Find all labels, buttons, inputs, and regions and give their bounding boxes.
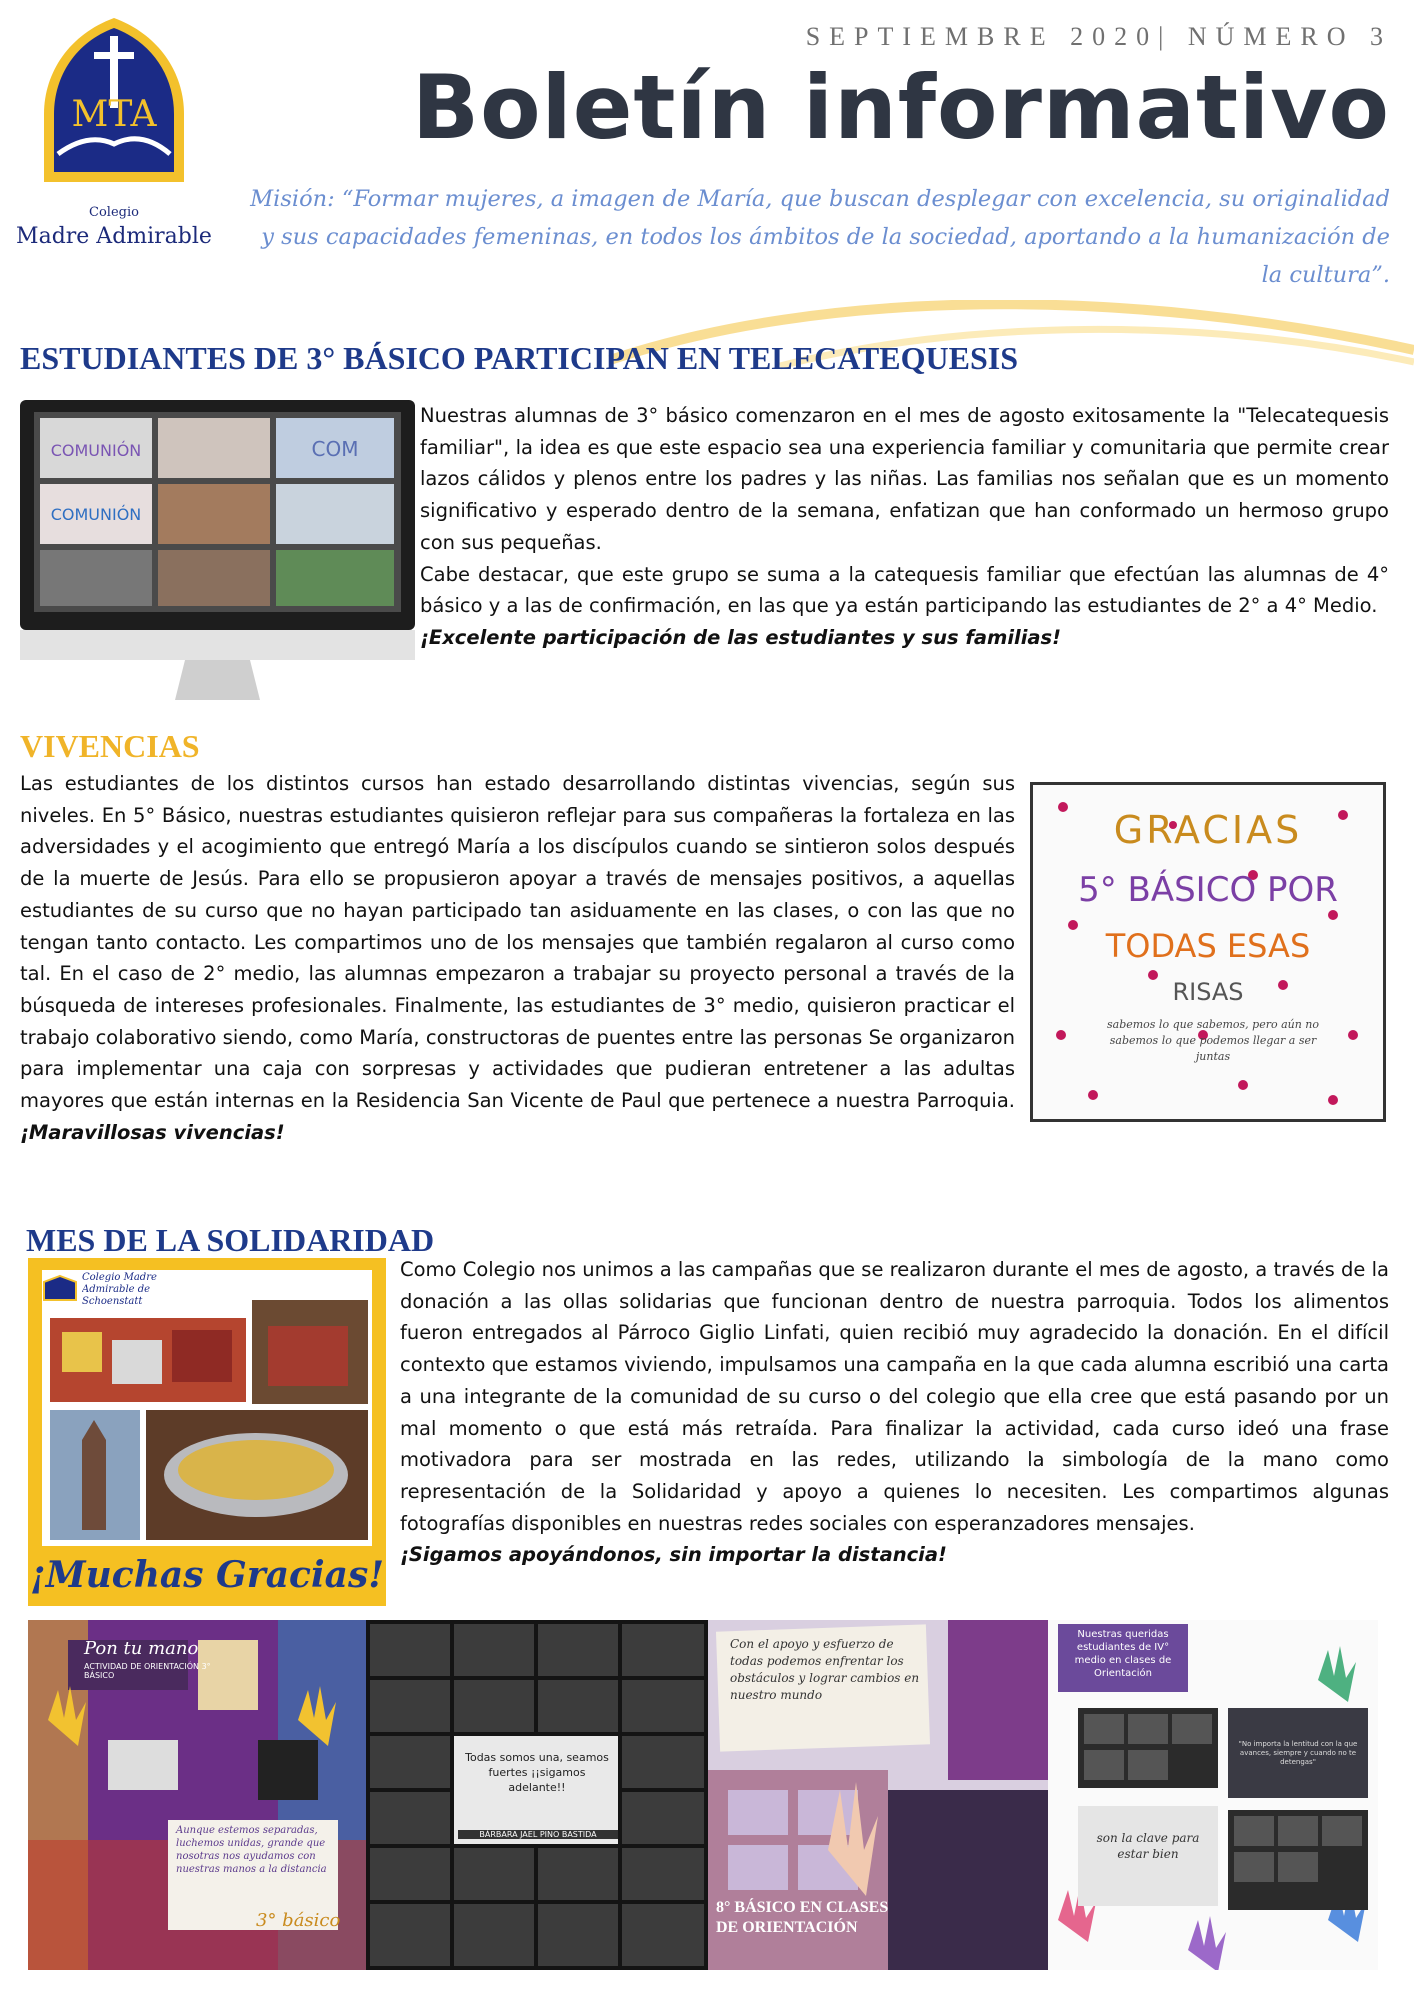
svg-text:5° BÁSICO POR: 5° BÁSICO POR <box>1078 870 1338 910</box>
tile1-handwritten-message: Aunque estemos separadas, luchemos unidas, grande que nosotras nos ayudamos con nuestras manos a la distancia <box>176 1825 327 1875</box>
vivencias-body: Las estudiantes de los distintos cursos han estado desarrollando distintas vivencias, según sus niveles. En 5° Básico, nuestras estudiantes quisieron reflejar para sus compañeras la fortaleza en las adversidades y el acogimiento que entregó María a los discípulos cuando se sintieron solos después de la muerte de Jesús. Para ello se propusieron apoyar a través de mensajes positivos, a aquellas estudiantes de su curso que no hayan participado tan asiduamente en las clases, o con las que no tengan tanto contacto. Les compartimos uno de los mensajes que también regalaron al curso como tal. En el caso de 2° medio, las alumnas empezaron a trabajar su proyecto personal a través de la búsqueda de intereses profesionales. Finalmente, las estudiantes de 3° medio, quisieron practicar el trabajo colaborativo siendo, como María, constructoras de puentes entre las personas Se organizaron para implementar una caja con sorpresas y actividades que pudieran entretener a las adultas mayores que están internas en la Residencia San Vicente de Paul que pertenece a nuestra Parroquia. <box>20 772 1015 1113</box>
solidaridad-body: Como Colegio nos unimos a las campañas que se realizaron durante el mes de agosto, a través de la donación a las ollas solidarias que funcionan dentro de nuestra parroquia. Todos los alimentos fueron entregados al Párroco Giglio Linfati, quien recibió muy agradecido la donación. En el difícil contexto que estamos viviendo, impulsamos una campaña en la que cada alumna escribió una carta a una integrante de la comunidad de su curso o del colegio que ella cree que está pasando por un mal momento o que está más retraída. Para finalizar la actividad, cada curso ideó una frase motivadora para ser mostrada en las redes, utilizando la simbología de la mano como representación de la Solidaridad y apoyo a quienes lo necesiten. Les compartimos algunas fotografías disponibles en nuestras redes sociales con esperanzadores mensajes. <box>400 1258 1389 1535</box>
tile3-handwritten-message: Con el apoyo y esfuerzo de todas podemos enfrentar los obstáculos y lograr cambios en nuestro mundo <box>730 1637 920 1702</box>
orientation-photo-collage <box>28 1620 1378 1970</box>
poster-thanks-text: ¡Muchas Gracias! <box>29 1554 385 1596</box>
svg-text:RISAS: RISAS <box>1172 978 1244 1006</box>
vivencias-closing: ¡Maravillosas vivencias! <box>20 1120 285 1144</box>
collage-tile-3basico <box>28 1620 366 1970</box>
logo-caption-small: Colegio <box>89 205 139 220</box>
newsletter-title: Boletín informativo <box>412 56 1390 159</box>
school-logo-small-icon <box>44 1276 76 1300</box>
vivencias-text <box>20 768 1015 1148</box>
solidarity-poster-image <box>28 1258 386 1606</box>
svg-text:GRACIAS: GRACIAS <box>1113 808 1303 852</box>
solidaridad-closing: ¡Sigamos apoyándonos, sin importar la distancia! <box>400 1543 947 1567</box>
monitor-video-call-image <box>20 400 415 710</box>
svg-text:COMUNIÓN: COMUNIÓN <box>50 505 142 524</box>
section-heading-vivencias: VIVENCIAS <box>20 728 200 764</box>
gracias-card-drawing: GRACIAS 5° BÁSICO POR TODAS ESAS RISAS sabemos lo que sabemos, pero aún no sabemos lo que podemos llegar a ser juntas <box>1033 785 1383 1119</box>
tile-videocall-grid <box>366 1620 708 1970</box>
svg-text:COM: COM <box>311 437 359 461</box>
gracias-card-image <box>1030 782 1386 1122</box>
telecatequesis-text <box>420 400 1389 654</box>
tile1-title: Pon tu mano <box>84 1638 199 1659</box>
svg-text:MTA: MTA <box>71 94 157 135</box>
telecatequesis-closing: ¡Excelente participación de las estudiantes y sus familias! <box>420 625 1062 649</box>
issue-date: SEPTIEMBRE 2020| NÚMERO 3 <box>805 22 1392 51</box>
tile4-title: Nuestras queridas estudiantes de IV° medio en clases de Orientación <box>1074 1629 1172 1679</box>
tile3-course-label: 8° BÁSICO EN CLASES DE ORIENTACIÓN <box>716 1899 889 1936</box>
solidaridad-text <box>400 1254 1389 1571</box>
collage-tile-videocall <box>366 1620 708 1970</box>
tile1-subtitle: ACTIVIDAD DE ORIENTACIÓN 3° BÁSICO <box>84 1662 211 1680</box>
school-crest-logo <box>38 14 190 190</box>
mission-statement: Misión: “Formar mujeres, a imagen de María, que buscan desplegar con excelencia, su originalidad y sus capacidades femeninas, en todos los ámbitos de la sociedad, aportando a la humanización de la cultura”. <box>250 186 1390 288</box>
svg-text:COMUNIÓN: COMUNIÓN <box>50 441 142 460</box>
poster-photo-collage: Colegio Madre Admirable de Schoenstatt <box>42 1270 372 1546</box>
telecatequesis-paragraph-1: Nuestras alumnas de 3° básico comenzaron en el mes de agosto exitosamente la "Telecatequesis familiar", la idea es que este espacio sea una experiencia familiar y comunitaria que permite crear lazos cálidos y plenos entre los padres y las niñas. Las familias nos señalan que es un momento significativo y esperado dentro de la semana, enfatizan que han conformado un hermoso grupo con sus pequeñas. <box>420 404 1389 554</box>
logo-school-name: Madre Admirable <box>16 224 212 249</box>
section-heading-solidaridad: MES DE LA SOLIDARIDAD <box>26 1222 435 1258</box>
tile4-handwritten-message: son la clave para estar bien <box>1096 1831 1200 1861</box>
tile2-message: Todas somos una, seamos fuertes ¡¡sigamos adelante!! <box>465 1751 609 1794</box>
tile4-quote: "No importa la lentitud con la que avances, siempre y cuando no te detengas" <box>1238 1740 1358 1766</box>
svg-text:TODAS ESAS: TODAS ESAS <box>1105 927 1311 965</box>
tile2-participant-name: BÁRBARA JAEL PINO BASTIDA <box>458 1830 618 1839</box>
section-heading-telecatequesis: ESTUDIANTES DE 3° BÁSICO PARTICIPAN EN TELECATEQUESIS <box>20 340 1018 376</box>
collage-tile-8basico <box>708 1620 1048 1970</box>
telecatequesis-paragraph-2: Cabe destacar, que este grupo se suma a la catequesis familiar que efectúan las alumnas de 4° básico y a las de confirmación, en las que ya están participando las estudiantes de 2° a 4° Medio. <box>420 562 1389 618</box>
tile1-course-label: 3° básico <box>256 1910 341 1931</box>
poster-photos <box>42 1270 372 1546</box>
collage-tile-4medio <box>1048 1620 1378 1970</box>
